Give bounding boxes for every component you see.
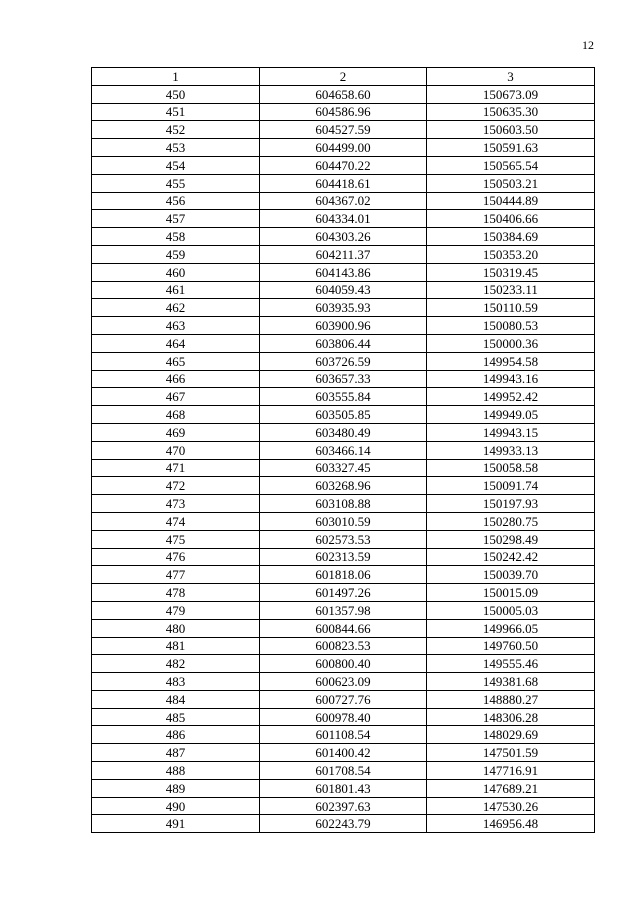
- x-coordinate-cell: 604527.59: [260, 121, 427, 139]
- y-coordinate-cell: 150039.70: [427, 566, 595, 584]
- column-header-3: 3: [427, 68, 595, 86]
- point-number-cell: 467: [92, 388, 260, 406]
- table-row: [92, 441, 595, 459]
- table-row: [92, 459, 595, 477]
- point-number-cell: 451: [92, 103, 260, 121]
- x-coordinate-cell: 600800.40: [260, 655, 427, 673]
- point-number-cell: 489: [92, 779, 260, 797]
- point-number-cell: 460: [92, 263, 260, 281]
- y-coordinate-cell: 150319.45: [427, 263, 595, 281]
- point-number-cell: 465: [92, 352, 260, 370]
- table-row: [92, 584, 595, 602]
- table-row: [92, 477, 595, 495]
- y-coordinate-cell: 148306.28: [427, 708, 595, 726]
- y-coordinate-cell: 150058.58: [427, 459, 595, 477]
- y-coordinate-cell: 149952.42: [427, 388, 595, 406]
- x-coordinate-cell: 604499.00: [260, 139, 427, 157]
- y-coordinate-cell: 150353.20: [427, 245, 595, 263]
- table-row: [92, 815, 595, 833]
- x-coordinate-cell: 603480.49: [260, 423, 427, 441]
- point-number-cell: 481: [92, 637, 260, 655]
- point-number-cell: 452: [92, 121, 260, 139]
- table-row: [92, 174, 595, 192]
- x-coordinate-cell: 602243.79: [260, 815, 427, 833]
- point-number-cell: 491: [92, 815, 260, 833]
- x-coordinate-cell: 602397.63: [260, 797, 427, 815]
- page-number: 12: [582, 38, 594, 52]
- x-coordinate-cell: 604211.37: [260, 245, 427, 263]
- point-number-cell: 454: [92, 156, 260, 174]
- y-coordinate-cell: 150233.11: [427, 281, 595, 299]
- point-number-cell: 461: [92, 281, 260, 299]
- y-coordinate-cell: 149381.68: [427, 673, 595, 691]
- point-number-cell: 462: [92, 299, 260, 317]
- point-number-cell: 477: [92, 566, 260, 584]
- y-coordinate-cell: 150197.93: [427, 495, 595, 513]
- point-number-cell: 468: [92, 406, 260, 424]
- table-row: [92, 690, 595, 708]
- table-row: [92, 744, 595, 762]
- x-coordinate-cell: 602313.59: [260, 548, 427, 566]
- point-number-cell: 457: [92, 210, 260, 228]
- y-coordinate-cell: 150242.42: [427, 548, 595, 566]
- x-coordinate-cell: 604059.43: [260, 281, 427, 299]
- point-number-cell: 456: [92, 192, 260, 210]
- x-coordinate-cell: 600823.53: [260, 637, 427, 655]
- table-row: [92, 210, 595, 228]
- table-row: [92, 637, 595, 655]
- table-row: [92, 156, 595, 174]
- x-coordinate-cell: 601801.43: [260, 779, 427, 797]
- x-coordinate-cell: 603108.88: [260, 495, 427, 513]
- table-row: [92, 423, 595, 441]
- x-coordinate-cell: 600727.76: [260, 690, 427, 708]
- x-coordinate-cell: 601818.06: [260, 566, 427, 584]
- table-row: [92, 103, 595, 121]
- point-number-cell: 475: [92, 530, 260, 548]
- x-coordinate-cell: 604303.26: [260, 228, 427, 246]
- y-coordinate-cell: 149555.46: [427, 655, 595, 673]
- y-coordinate-cell: 150000.36: [427, 334, 595, 352]
- table-row: [92, 673, 595, 691]
- table-body: [92, 85, 595, 832]
- x-coordinate-cell: 604143.86: [260, 263, 427, 281]
- x-coordinate-cell: 601400.42: [260, 744, 427, 762]
- y-coordinate-cell: 147501.59: [427, 744, 595, 762]
- point-number-cell: 458: [92, 228, 260, 246]
- table-row: [92, 192, 595, 210]
- table-row: [92, 317, 595, 335]
- y-coordinate-cell: 149760.50: [427, 637, 595, 655]
- table-row: [92, 708, 595, 726]
- table-row: [92, 245, 595, 263]
- x-coordinate-cell: 600844.66: [260, 619, 427, 637]
- y-coordinate-cell: 150444.89: [427, 192, 595, 210]
- x-coordinate-cell: 603466.14: [260, 441, 427, 459]
- table-row: [92, 797, 595, 815]
- x-coordinate-cell: 603806.44: [260, 334, 427, 352]
- point-number-cell: 469: [92, 423, 260, 441]
- y-coordinate-cell: 150591.63: [427, 139, 595, 157]
- point-number-cell: 483: [92, 673, 260, 691]
- table-row: [92, 388, 595, 406]
- point-number-cell: 472: [92, 477, 260, 495]
- point-number-cell: 459: [92, 245, 260, 263]
- table-row: [92, 299, 595, 317]
- x-coordinate-cell: 604367.02: [260, 192, 427, 210]
- point-number-cell: 478: [92, 584, 260, 602]
- y-coordinate-cell: 147689.21: [427, 779, 595, 797]
- y-coordinate-cell: 150015.09: [427, 584, 595, 602]
- point-number-cell: 485: [92, 708, 260, 726]
- x-coordinate-cell: 603935.93: [260, 299, 427, 317]
- x-coordinate-cell: 603010.59: [260, 512, 427, 530]
- y-coordinate-cell: 150298.49: [427, 530, 595, 548]
- table-row: [92, 495, 595, 513]
- point-number-cell: 463: [92, 317, 260, 335]
- point-number-cell: 450: [92, 85, 260, 103]
- point-number-cell: 484: [92, 690, 260, 708]
- table-row: [92, 352, 595, 370]
- y-coordinate-cell: 149966.05: [427, 619, 595, 637]
- point-number-cell: 473: [92, 495, 260, 513]
- y-coordinate-cell: 149943.16: [427, 370, 595, 388]
- x-coordinate-cell: 601108.54: [260, 726, 427, 744]
- point-number-cell: 490: [92, 797, 260, 815]
- x-coordinate-cell: 603505.85: [260, 406, 427, 424]
- y-coordinate-cell: 150603.50: [427, 121, 595, 139]
- y-coordinate-cell: 147530.26: [427, 797, 595, 815]
- table-row: [92, 121, 595, 139]
- x-coordinate-cell: 603268.96: [260, 477, 427, 495]
- y-coordinate-cell: 150080.53: [427, 317, 595, 335]
- table-row: [92, 548, 595, 566]
- column-header-2: 2: [260, 68, 427, 86]
- point-number-cell: 480: [92, 619, 260, 637]
- y-coordinate-cell: 150005.03: [427, 601, 595, 619]
- x-coordinate-cell: 601497.26: [260, 584, 427, 602]
- y-coordinate-cell: 150384.69: [427, 228, 595, 246]
- point-number-cell: 453: [92, 139, 260, 157]
- y-coordinate-cell: 150091.74: [427, 477, 595, 495]
- point-number-cell: 479: [92, 601, 260, 619]
- table-row: [92, 566, 595, 584]
- table-row: [92, 281, 595, 299]
- x-coordinate-cell: 603657.33: [260, 370, 427, 388]
- point-number-cell: 486: [92, 726, 260, 744]
- y-coordinate-cell: 150503.21: [427, 174, 595, 192]
- table-row: [92, 85, 595, 103]
- table-row: [92, 530, 595, 548]
- point-number-cell: 476: [92, 548, 260, 566]
- x-coordinate-cell: 603555.84: [260, 388, 427, 406]
- y-coordinate-cell: 149943.15: [427, 423, 595, 441]
- table-row: [92, 228, 595, 246]
- table-row: [92, 139, 595, 157]
- table-row: [92, 601, 595, 619]
- x-coordinate-cell: 604334.01: [260, 210, 427, 228]
- table-row: [92, 655, 595, 673]
- x-coordinate-cell: 603900.96: [260, 317, 427, 335]
- point-number-cell: 488: [92, 762, 260, 780]
- y-coordinate-cell: 150110.59: [427, 299, 595, 317]
- point-number-cell: 455: [92, 174, 260, 192]
- x-coordinate-cell: 604418.61: [260, 174, 427, 192]
- point-number-cell: 471: [92, 459, 260, 477]
- y-coordinate-cell: 149949.05: [427, 406, 595, 424]
- point-number-cell: 470: [92, 441, 260, 459]
- y-coordinate-cell: 149933.13: [427, 441, 595, 459]
- point-number-cell: 487: [92, 744, 260, 762]
- table-header-row: [92, 68, 595, 86]
- y-coordinate-cell: 150280.75: [427, 512, 595, 530]
- table-row: [92, 762, 595, 780]
- point-number-cell: 466: [92, 370, 260, 388]
- y-coordinate-cell: 149954.58: [427, 352, 595, 370]
- x-coordinate-cell: 602573.53: [260, 530, 427, 548]
- y-coordinate-cell: 150406.66: [427, 210, 595, 228]
- table-row: [92, 779, 595, 797]
- y-coordinate-cell: 150565.54: [427, 156, 595, 174]
- y-coordinate-cell: 148880.27: [427, 690, 595, 708]
- x-coordinate-cell: 603327.45: [260, 459, 427, 477]
- table-row: [92, 263, 595, 281]
- column-header-1: 1: [92, 68, 260, 86]
- x-coordinate-cell: 601357.98: [260, 601, 427, 619]
- y-coordinate-cell: 146956.48: [427, 815, 595, 833]
- y-coordinate-cell: 150673.09: [427, 85, 595, 103]
- x-coordinate-cell: 604658.60: [260, 85, 427, 103]
- y-coordinate-cell: 150635.30: [427, 103, 595, 121]
- y-coordinate-cell: 147716.91: [427, 762, 595, 780]
- x-coordinate-cell: 604586.96: [260, 103, 427, 121]
- table-row: [92, 370, 595, 388]
- x-coordinate-cell: 603726.59: [260, 352, 427, 370]
- table-row: [92, 619, 595, 637]
- x-coordinate-cell: 604470.22: [260, 156, 427, 174]
- point-number-cell: 474: [92, 512, 260, 530]
- y-coordinate-cell: 148029.69: [427, 726, 595, 744]
- point-number-cell: 482: [92, 655, 260, 673]
- x-coordinate-cell: 600978.40: [260, 708, 427, 726]
- table-row: [92, 406, 595, 424]
- table-row: [92, 512, 595, 530]
- coordinates-table: [91, 67, 595, 833]
- x-coordinate-cell: 600623.09: [260, 673, 427, 691]
- point-number-cell: 464: [92, 334, 260, 352]
- table-row: [92, 334, 595, 352]
- table-row: [92, 726, 595, 744]
- x-coordinate-cell: 601708.54: [260, 762, 427, 780]
